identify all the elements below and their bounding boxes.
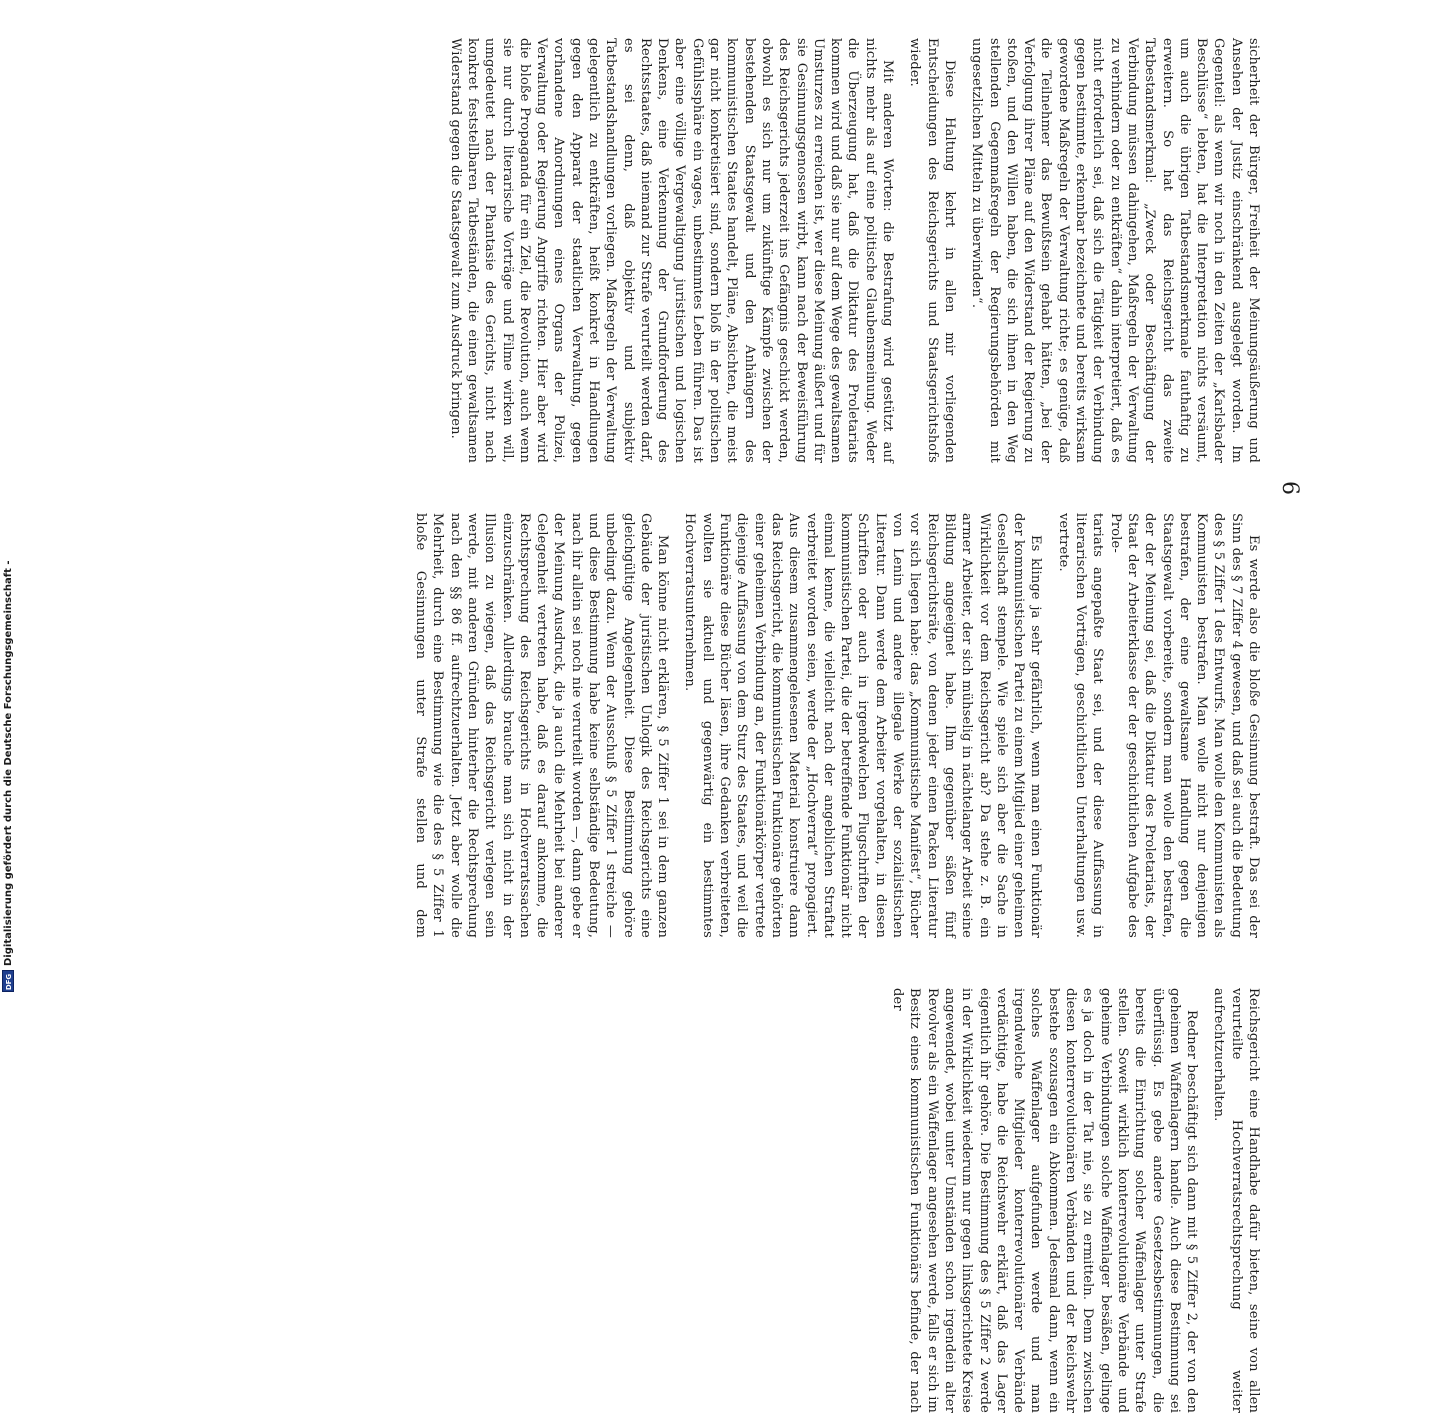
dfg-logo-label: DFG xyxy=(5,973,13,991)
paragraph: Diese Haltung kehrt in allen mir vorliegenden Entscheidungen des Reichsgerichts und Staatsgerichtshofs wieder. xyxy=(907,38,957,463)
paragraph: Man könne nicht erklären, § 5 Ziffer 1 sei in dem ganzen Gebäude der juristischen Unlogik des Reichsgerichts eine gleichgültige Angelegenheit. Diese Bestimmung gehöre unbedingt dazu. Wenn der Ausschuß § 5 Ziffer 1 streiche — und diese Bestimmung habe keine selbständige Bedeutung, nach ihr allein sei noch nie verurteilt worden —, dann gebe er der Meinung Ausdruck, die ja auch die Mehrheit bei anderer Gelegenheit vertreten habe, daß es darauf ankomme, die Rechtsprechung des Reichsgerichts in Hochverratssachen einzuschränken. Allerdings brauche man sich nicht in der Illusion zu wiegen, daß das Reichsgericht verlegen sein werde, mit anderen Gründen hinterher die Rechtsprechung nach den §§ 86 ff. aufrechtzuerhalten. Jetzt aber wolle die Mehrheit, durch eine Bestimmung wie die des § 5 Ziffer 1 bloße Gesinnungen unter Strafe stellen und dem Reichsgericht eine Handhabe dafür bieten, seine von allen verurteilte Hochverratsrechtsprechung weiter aufrechtzuerhalten. xyxy=(413,513,1261,1413)
page-number: 6 xyxy=(1277,481,1302,495)
digitization-credit-text: Digitalisierung gefördert durch die Deutsche Forschungsgemeinschaft - xyxy=(3,560,14,966)
paragraph: tariats angepaßte Staat sei, und der diese Auffassung in literarischen Vorträgen, geschichtlichen Unterhaltungen usw. vertrete. xyxy=(1055,513,1106,938)
paragraph: Mit anderen Worten: die Bestrafung wird gestützt auf nichts mehr als auf eine politische Glaubensmeinung. Weder die Überzeugung hat, daß die Diktatur des Proletariats kommen wird und daß sie nur auf dem Wege des gewaltsamen Umsturzes zu erreichen ist, wer diese Meinung äußert und für sie Gesinnungsgenossen wirbt, kann nach der Beweisführung des Reichsgerichts jederzeit ins Gefängnis geschickt werden, obwohl es sich nur um zukünftige Kämpfe zwischen der bestehenden Staatsgewalt und den Anhängern des kommunistischen Staates handelt, Pläne, Absichten, die meist gar nicht konkretisiert sind, sondern bloß in der politischen Gefühlssphäre ein vages, unbestimmtes Leben führen. Das ist aber eine völlige Vergewaltigung juristischen und logischen Denkens, eine Verkennung der Grundforderung des Rechtsstaates, daß niemand zur Strafe verurteilt werden darf, es sei denn, daß objektiv und subjektiv Tatbestandshandlungen vorliegen. Maßregeln der Verwaltung gelegentlich zu entkräften, heißt konkret in Handlungen gegen den Apparat der staatlichen Verwaltung, gegen vorhandene Anordnungen eines Organs der Polizei, Verwaltung oder Regierung Angriffe richten. Hier aber wird die bloße Propaganda für ein Ziel, die Revolution, auch wenn sie nur durch literarische Vorträge und Filme wirken will, umgedeutet nach der Phantasie des Gerichts, nicht nach konkret feststellbaren Tatbeständen, die einen gewaltsamen Widerstand gegen die Staatsgewalt zum Ausdruck bringen. xyxy=(447,38,896,463)
paragraph: Redner beschäftigt sich dann mit § 5 Ziffer 2, der von den geheimen Waffenlagern handle. Auch diese Bestimmung sei überflüssig. Es gebe andere Gesetzesbestimmungen, die bereits die Einrichtung solcher Waffenlager unter Strafe stellen. Soweit wirklich konterrevolutionäre Verbände und geheime Verbindungen solche Waffenlager besäßen, gelinge es ja doch in der Tat nie, sie zu ermitteln. Denn zwischen diesen konterrevolutionären Verbänden und der Reichswehr bestehe sozusagen ein Abkommen. Jedesmal dann, wenn ein solches Waffenlager aufgefunden werde und man irgendwelche Mitglieder konterrevolutionärer Verbände verdächtige, habe die Reichswehr erklärt, daß das Lager eigentlich ihr gehöre. Die Bestimmung des § 5 Ziffer 2 werde in der Wirklichkeit wiederum nur gegen linksgerichtete Kreise angewendet, wobei unter Umständen schon irgendein alter Revolver als ein Waffenlager angesehen werde, falls er sich im Besitz eines kommunistischen Funktionärs befinde, der nach der xyxy=(890,988,1200,1413)
digitization-credit xyxy=(0,0,16,1000)
document-page xyxy=(117,38,1302,1413)
paragraph: Es werde also die bloße Gesinnung bestraft. Das sei der Sinn des § 7 Ziffer 4 gewesen, und daß sei auch die Bedeutung des § 5 Ziffer 1 des Entwurfs. Man wolle den Kommunisten als Kommunisten bestrafen. Man wolle nicht nur denjenigen bestrafen, der eine gewaltsame Handlung gegen die Staatsgewalt vorbereite, sondern man wolle den bestrafen, der der Meinung sei, daß die Diktatur des Proletariats, der Staat der Arbeiterklasse der der geschichtlichen Aufgabe des Prole- xyxy=(1107,513,1261,938)
text-columns xyxy=(407,38,1262,1413)
paragraph: sicherheit der Bürger, Freiheit der Meinungsäußerung und Ansehen der Justiz einschränkend ausgelegt worden. Im Gegenteil: als wenn wir noch in den Zeiten der „Karlsbader Beschlüsse“ lebten, hat die Interpretation nichts versäumt, um auch die übrigen Tatbestandsmerkmale fauthaftig zu erweitern. So hat das Reichsgericht das zweite Tatbestandsmerkmal: „Zweck oder Beschäftigung der Verbindung müssen dahingehen, Maßregeln der Verwaltung zu verhindern oder zu entkräften“ dahin interpretiert, daß es nicht erforderlich sei, daß sich die Tätigkeit der Verbindung gegen bestimmte, erkennbar bezeichnete und bereits wirksam gewordene Maßregeln der Verwaltung richte; es genüge, daß die Teilnehmer das Bewußtsein gehabt hätten, „bei der Verfolgung ihrer Pläne auf den Widerstand der Regierung zu stoßen, und den Willen haben, die sich ihnen in den Weg stellenden Gegenmaßregeln der Regierungsbehörden mit ungesetzlichen Mitteln zu überwinden“. xyxy=(969,38,1261,463)
paragraph: Es klinge ja sehr gefährlich, wenn man einen Funktionär der kommunistischen Partei zu einem Mitglied einer geheimen Gesellschaft stempele. Wie spiele sich aber die Sache in Wirklichkeit vor dem Reichsgericht ab? Da stehe z. B. ein armer Arbeiter, der sich mühselig in nächtelanger Arbeit seine Bildung angeeignet habe. Ihm gegenüber säßen fünf Reichsgerichtsräte, von denen jeder einen Packen Literatur vor sich liegen habe: das „Kommunistische Manifest“, Bücher von Lenin und andere illegale Werke der sozialistischen Literatur. Dann werde dem Arbeiter vorgehalten, in diesen Schriften oder auch in irgendwelchen Flugschriften der kommunistischen Partei, die der betreffende Funktionär nicht einmal kenne, die vielleicht nach der angeblichen Straftat verbreitet worden seien, werde der „Hochverrat“ propagiert. Aus diesem zusammengelesenen Material konstruiere dann das Reichsgericht, die kommunistischen Funktionäre gehörten einer geheimen Verbindung an, der Funktionärkörper vertrete diejenige Auffassung von dem Sturz des Staates, und weil die Funktionäre diese Bücher läsen, ihre Gedanken verbreiteten, wollten sie aktuell und gegenwärtig ein bestimmtes Hochverratsunternehmen. xyxy=(682,513,1044,938)
dfg-logo-icon xyxy=(2,970,14,992)
